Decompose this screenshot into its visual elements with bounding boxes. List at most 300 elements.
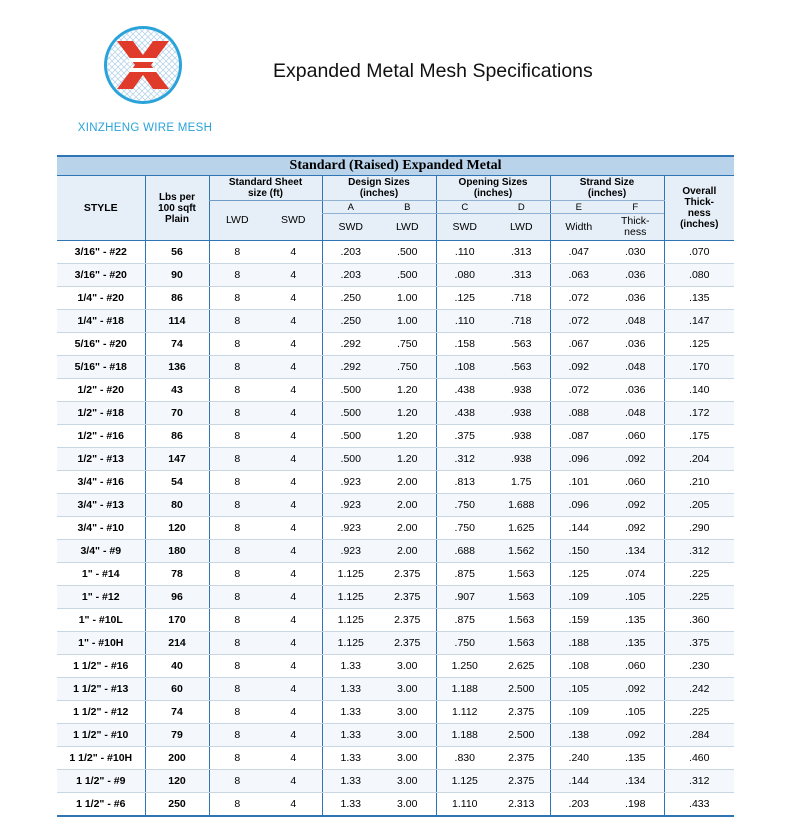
cell-design-lwd: 2.375 <box>379 609 436 632</box>
cell-opening-lwd: 1.563 <box>493 586 550 609</box>
cell-design-swd: 1.33 <box>322 770 379 793</box>
cell-opening-swd: .813 <box>436 471 493 494</box>
table-row <box>57 517 734 540</box>
cell-style: 1/2" - #18 <box>57 402 145 425</box>
cell-opening-lwd: 2.375 <box>493 770 550 793</box>
cell-strand-thickness: .060 <box>607 471 664 494</box>
cell-sheet-swd: 4 <box>265 402 322 425</box>
cell-strand-width: .072 <box>550 379 607 402</box>
cell-sheet-swd: 4 <box>265 724 322 747</box>
cell-strand-thickness: .048 <box>607 310 664 333</box>
header-letter-e: E <box>550 201 607 214</box>
cell-design-swd: .923 <box>322 540 379 563</box>
cell-design-swd: .500 <box>322 402 379 425</box>
header-letter-c: C <box>436 201 493 214</box>
cell-opening-swd: 1.188 <box>436 724 493 747</box>
cell-opening-lwd: 1.562 <box>493 540 550 563</box>
cell-overall-thickness: .175 <box>664 425 734 448</box>
cell-strand-thickness: .105 <box>607 701 664 724</box>
cell-design-lwd: 1.00 <box>379 287 436 310</box>
cell-design-swd: .292 <box>322 356 379 379</box>
cell-style: 1" - #14 <box>57 563 145 586</box>
cell-sheet-swd: 4 <box>265 333 322 356</box>
cell-opening-swd: .158 <box>436 333 493 356</box>
cell-opening-lwd: .718 <box>493 287 550 310</box>
cell-opening-swd: .875 <box>436 609 493 632</box>
cell-opening-swd: .080 <box>436 264 493 287</box>
cell-lbs-per-100sqft: 147 <box>145 448 209 471</box>
cell-overall-thickness: .433 <box>664 793 734 817</box>
cell-strand-width: .096 <box>550 494 607 517</box>
cell-overall-thickness: .312 <box>664 540 734 563</box>
table-row <box>57 494 734 517</box>
cell-lbs-per-100sqft: 78 <box>145 563 209 586</box>
cell-sheet-swd: 4 <box>265 586 322 609</box>
cell-opening-lwd: 1.563 <box>493 632 550 655</box>
cell-lbs-per-100sqft: 180 <box>145 540 209 563</box>
cell-design-swd: .923 <box>322 494 379 517</box>
cell-sheet-lwd: 8 <box>209 333 265 356</box>
cell-opening-lwd: 1.625 <box>493 517 550 540</box>
cell-design-lwd: 1.00 <box>379 310 436 333</box>
cell-design-swd: .203 <box>322 241 379 264</box>
cell-sheet-swd: 4 <box>265 448 322 471</box>
cell-strand-width: .144 <box>550 770 607 793</box>
cell-design-lwd: .750 <box>379 333 436 356</box>
cell-lbs-per-100sqft: 56 <box>145 241 209 264</box>
cell-opening-swd: 1.188 <box>436 678 493 701</box>
cell-sheet-lwd: 8 <box>209 793 265 817</box>
cell-style: 3/16" - #20 <box>57 264 145 287</box>
cell-design-lwd: 1.20 <box>379 448 436 471</box>
cell-lbs-per-100sqft: 60 <box>145 678 209 701</box>
cell-style: 1/2" - #13 <box>57 448 145 471</box>
table-row <box>57 701 734 724</box>
cell-strand-thickness: .048 <box>607 402 664 425</box>
table-row <box>57 425 734 448</box>
cell-sheet-swd: 4 <box>265 471 322 494</box>
cell-sheet-lwd: 8 <box>209 310 265 333</box>
cell-design-swd: 1.125 <box>322 563 379 586</box>
cell-lbs-per-100sqft: 90 <box>145 264 209 287</box>
cell-lbs-per-100sqft: 74 <box>145 701 209 724</box>
cell-opening-swd: .125 <box>436 287 493 310</box>
cell-opening-lwd: 1.563 <box>493 609 550 632</box>
cell-design-lwd: 2.00 <box>379 471 436 494</box>
cell-lbs-per-100sqft: 214 <box>145 632 209 655</box>
cell-sheet-lwd: 8 <box>209 724 265 747</box>
cell-sheet-swd: 4 <box>265 356 322 379</box>
cell-strand-thickness: .198 <box>607 793 664 817</box>
cell-strand-width: .072 <box>550 287 607 310</box>
cell-sheet-swd: 4 <box>265 563 322 586</box>
cell-opening-swd: .750 <box>436 517 493 540</box>
cell-strand-width: .159 <box>550 609 607 632</box>
cell-style: 5/16" - #18 <box>57 356 145 379</box>
cell-design-lwd: 2.375 <box>379 563 436 586</box>
cell-strand-thickness: .036 <box>607 333 664 356</box>
cell-opening-swd: .110 <box>436 241 493 264</box>
cell-overall-thickness: .360 <box>664 609 734 632</box>
cell-design-swd: 1.125 <box>322 586 379 609</box>
cell-style: 1 1/2" - #6 <box>57 793 145 817</box>
cell-opening-swd: .830 <box>436 747 493 770</box>
cell-overall-thickness: .225 <box>664 701 734 724</box>
cell-design-lwd: .500 <box>379 264 436 287</box>
cell-opening-lwd: .313 <box>493 241 550 264</box>
table-row <box>57 333 734 356</box>
cell-lbs-per-100sqft: 80 <box>145 494 209 517</box>
cell-sheet-lwd: 8 <box>209 287 265 310</box>
page-title: Expanded Metal Mesh Specifications <box>273 60 593 82</box>
cell-strand-width: .150 <box>550 540 607 563</box>
header-strand-thickness: Thick- ness <box>607 214 664 241</box>
header-open-swd: SWD <box>436 214 493 241</box>
cell-overall-thickness: .225 <box>664 586 734 609</box>
cell-overall-thickness: .225 <box>664 563 734 586</box>
cell-style: 3/4" - #13 <box>57 494 145 517</box>
table-row <box>57 724 734 747</box>
cell-strand-thickness: .030 <box>607 241 664 264</box>
cell-sheet-lwd: 8 <box>209 425 265 448</box>
cell-design-swd: 1.33 <box>322 747 379 770</box>
cell-design-swd: .250 <box>322 287 379 310</box>
table-row <box>57 379 734 402</box>
cell-overall-thickness: .210 <box>664 471 734 494</box>
cell-strand-width: .096 <box>550 448 607 471</box>
cell-style: 1/2" - #16 <box>57 425 145 448</box>
table-row <box>57 747 734 770</box>
header-design-sizes: Design Sizes (inches) <box>322 176 436 201</box>
cell-design-swd: 1.33 <box>322 701 379 724</box>
cell-lbs-per-100sqft: 200 <box>145 747 209 770</box>
cell-opening-lwd: 2.500 <box>493 678 550 701</box>
cell-design-swd: .250 <box>322 310 379 333</box>
table-row <box>57 655 734 678</box>
cell-sheet-swd: 4 <box>265 632 322 655</box>
cell-overall-thickness: .284 <box>664 724 734 747</box>
cell-sheet-lwd: 8 <box>209 609 265 632</box>
cell-overall-thickness: .170 <box>664 356 734 379</box>
table-row <box>57 264 734 287</box>
cell-opening-lwd: .313 <box>493 264 550 287</box>
cell-strand-thickness: .060 <box>607 655 664 678</box>
header-sheet-lwd: LWD <box>209 201 265 241</box>
cell-sheet-lwd: 8 <box>209 655 265 678</box>
cell-strand-thickness: .134 <box>607 770 664 793</box>
cell-strand-width: .101 <box>550 471 607 494</box>
header-opening-sizes: Opening Sizes (inches) <box>436 176 550 201</box>
header-strand-width: Width <box>550 214 607 241</box>
header-style: STYLE <box>57 176 145 241</box>
cell-style: 3/4" - #9 <box>57 540 145 563</box>
company-logo <box>103 25 183 105</box>
header-sheet-swd: SWD <box>265 201 322 241</box>
cell-sheet-swd: 4 <box>265 517 322 540</box>
cell-lbs-per-100sqft: 40 <box>145 655 209 678</box>
cell-opening-swd: .438 <box>436 402 493 425</box>
cell-strand-width: .108 <box>550 655 607 678</box>
cell-style: 1 1/2" - #10H <box>57 747 145 770</box>
cell-opening-lwd: .938 <box>493 425 550 448</box>
cell-opening-lwd: 2.625 <box>493 655 550 678</box>
cell-overall-thickness: .135 <box>664 287 734 310</box>
cell-style: 1/4" - #20 <box>57 287 145 310</box>
cell-sheet-swd: 4 <box>265 770 322 793</box>
cell-overall-thickness: .204 <box>664 448 734 471</box>
cell-sheet-lwd: 8 <box>209 494 265 517</box>
header-standard-sheet: Standard Sheet size (ft) <box>209 176 322 201</box>
cell-style: 1 1/2" - #9 <box>57 770 145 793</box>
cell-sheet-lwd: 8 <box>209 678 265 701</box>
spec-table <box>57 155 734 817</box>
cell-opening-swd: .375 <box>436 425 493 448</box>
table-row <box>57 287 734 310</box>
cell-style: 1 1/2" - #13 <box>57 678 145 701</box>
cell-sheet-swd: 4 <box>265 609 322 632</box>
table-row <box>57 609 734 632</box>
table-row <box>57 310 734 333</box>
cell-sheet-swd: 4 <box>265 540 322 563</box>
cell-strand-width: .067 <box>550 333 607 356</box>
cell-sheet-swd: 4 <box>265 747 322 770</box>
cell-strand-width: .240 <box>550 747 607 770</box>
cell-design-lwd: 1.20 <box>379 425 436 448</box>
cell-strand-width: .072 <box>550 310 607 333</box>
cell-design-swd: 1.33 <box>322 655 379 678</box>
cell-sheet-lwd: 8 <box>209 264 265 287</box>
cell-strand-width: .188 <box>550 632 607 655</box>
cell-lbs-per-100sqft: 74 <box>145 333 209 356</box>
cell-style: 1 1/2" - #12 <box>57 701 145 724</box>
cell-opening-lwd: 2.375 <box>493 747 550 770</box>
cell-sheet-lwd: 8 <box>209 379 265 402</box>
cell-sheet-lwd: 8 <box>209 471 265 494</box>
header-open-lwd: LWD <box>493 214 550 241</box>
cell-sheet-swd: 4 <box>265 425 322 448</box>
cell-sheet-lwd: 8 <box>209 517 265 540</box>
cell-lbs-per-100sqft: 86 <box>145 425 209 448</box>
cell-strand-width: .144 <box>550 517 607 540</box>
cell-design-lwd: .500 <box>379 241 436 264</box>
cell-design-swd: .203 <box>322 264 379 287</box>
cell-opening-lwd: .563 <box>493 356 550 379</box>
cell-opening-lwd: 1.75 <box>493 471 550 494</box>
cell-strand-width: .109 <box>550 701 607 724</box>
cell-design-swd: 1.125 <box>322 609 379 632</box>
cell-overall-thickness: .147 <box>664 310 734 333</box>
header-lbs: Lbs per 100 sqft Plain <box>145 176 209 241</box>
cell-sheet-lwd: 8 <box>209 241 265 264</box>
cell-overall-thickness: .312 <box>664 770 734 793</box>
cell-strand-width: .047 <box>550 241 607 264</box>
cell-style: 1 1/2" - #10 <box>57 724 145 747</box>
cell-lbs-per-100sqft: 43 <box>145 379 209 402</box>
cell-opening-swd: 1.110 <box>436 793 493 817</box>
cell-strand-width: .063 <box>550 264 607 287</box>
cell-lbs-per-100sqft: 70 <box>145 402 209 425</box>
cell-strand-thickness: .074 <box>607 563 664 586</box>
cell-style: 5/16" - #20 <box>57 333 145 356</box>
table-row <box>57 793 734 817</box>
cell-lbs-per-100sqft: 170 <box>145 609 209 632</box>
cell-design-swd: .500 <box>322 425 379 448</box>
table-row <box>57 402 734 425</box>
table-row <box>57 356 734 379</box>
cell-opening-swd: .750 <box>436 632 493 655</box>
cell-design-lwd: .750 <box>379 356 436 379</box>
cell-style: 1 1/2" - #16 <box>57 655 145 678</box>
table-row <box>57 540 734 563</box>
cell-lbs-per-100sqft: 120 <box>145 770 209 793</box>
header-letter-d: D <box>493 201 550 214</box>
cell-overall-thickness: .230 <box>664 655 734 678</box>
cell-opening-swd: 1.112 <box>436 701 493 724</box>
cell-design-swd: .292 <box>322 333 379 356</box>
cell-design-swd: 1.125 <box>322 632 379 655</box>
table-row <box>57 241 734 264</box>
cell-design-lwd: 2.00 <box>379 517 436 540</box>
cell-design-lwd: 2.00 <box>379 540 436 563</box>
cell-strand-width: .203 <box>550 793 607 817</box>
cell-design-lwd: 1.20 <box>379 402 436 425</box>
cell-strand-width: .087 <box>550 425 607 448</box>
cell-style: 1/2" - #20 <box>57 379 145 402</box>
cell-opening-swd: 1.125 <box>436 770 493 793</box>
cell-opening-lwd: .938 <box>493 379 550 402</box>
spec-table-body <box>57 241 734 817</box>
table-row <box>57 770 734 793</box>
cell-style: 1" - #12 <box>57 586 145 609</box>
cell-opening-swd: .875 <box>436 563 493 586</box>
cell-opening-lwd: 2.313 <box>493 793 550 817</box>
cell-strand-thickness: .092 <box>607 724 664 747</box>
brand-name: XINZHENG WIRE MESH <box>77 122 213 134</box>
cell-strand-width: .138 <box>550 724 607 747</box>
cell-design-lwd: 3.00 <box>379 701 436 724</box>
cell-design-swd: 1.33 <box>322 678 379 701</box>
cell-opening-lwd: 1.688 <box>493 494 550 517</box>
cell-lbs-per-100sqft: 114 <box>145 310 209 333</box>
cell-sheet-lwd: 8 <box>209 701 265 724</box>
cell-opening-lwd: .938 <box>493 448 550 471</box>
cell-sheet-swd: 4 <box>265 701 322 724</box>
cell-overall-thickness: .140 <box>664 379 734 402</box>
cell-design-swd: .500 <box>322 379 379 402</box>
cell-opening-lwd: .718 <box>493 310 550 333</box>
table-row <box>57 678 734 701</box>
cell-design-lwd: 2.375 <box>379 586 436 609</box>
cell-overall-thickness: .172 <box>664 402 734 425</box>
cell-strand-width: .088 <box>550 402 607 425</box>
header-letter-a: A <box>322 201 379 214</box>
cell-strand-thickness: .092 <box>607 494 664 517</box>
cell-overall-thickness: .460 <box>664 747 734 770</box>
cell-lbs-per-100sqft: 120 <box>145 517 209 540</box>
cell-opening-swd: .907 <box>436 586 493 609</box>
cell-strand-width: .105 <box>550 678 607 701</box>
cell-style: 1/4" - #18 <box>57 310 145 333</box>
cell-strand-thickness: .092 <box>607 448 664 471</box>
cell-sheet-swd: 4 <box>265 310 322 333</box>
cell-opening-swd: .438 <box>436 379 493 402</box>
cell-overall-thickness: .080 <box>664 264 734 287</box>
table-title: Standard (Raised) Expanded Metal <box>57 156 734 176</box>
header-design-swd: SWD <box>322 214 379 241</box>
cell-design-swd: .500 <box>322 448 379 471</box>
cell-sheet-swd: 4 <box>265 287 322 310</box>
cell-lbs-per-100sqft: 250 <box>145 793 209 817</box>
cell-sheet-swd: 4 <box>265 678 322 701</box>
cell-sheet-lwd: 8 <box>209 632 265 655</box>
cell-opening-swd: .110 <box>436 310 493 333</box>
cell-style: 3/4" - #10 <box>57 517 145 540</box>
cell-design-swd: .923 <box>322 517 379 540</box>
cell-design-lwd: 3.00 <box>379 678 436 701</box>
cell-lbs-per-100sqft: 54 <box>145 471 209 494</box>
cell-opening-swd: .688 <box>436 540 493 563</box>
cell-sheet-swd: 4 <box>265 264 322 287</box>
cell-overall-thickness: .070 <box>664 241 734 264</box>
cell-design-lwd: 3.00 <box>379 747 436 770</box>
table-row <box>57 563 734 586</box>
cell-opening-swd: .108 <box>436 356 493 379</box>
cell-design-swd: 1.33 <box>322 793 379 817</box>
cell-design-lwd: 3.00 <box>379 793 436 817</box>
cell-strand-thickness: .135 <box>607 747 664 770</box>
cell-sheet-lwd: 8 <box>209 586 265 609</box>
cell-strand-width: .109 <box>550 586 607 609</box>
cell-overall-thickness: .242 <box>664 678 734 701</box>
cell-strand-width: .092 <box>550 356 607 379</box>
cell-strand-thickness: .036 <box>607 379 664 402</box>
cell-opening-lwd: .938 <box>493 402 550 425</box>
cell-sheet-swd: 4 <box>265 494 322 517</box>
cell-strand-thickness: .134 <box>607 540 664 563</box>
cell-style: 3/16" - #22 <box>57 241 145 264</box>
cell-lbs-per-100sqft: 96 <box>145 586 209 609</box>
cell-sheet-swd: 4 <box>265 379 322 402</box>
cell-design-lwd: 1.20 <box>379 379 436 402</box>
cell-style: 1" - #10H <box>57 632 145 655</box>
cell-sheet-swd: 4 <box>265 241 322 264</box>
header-overall-thickness: Overall Thick- ness (inches) <box>664 176 734 241</box>
cell-design-swd: 1.33 <box>322 724 379 747</box>
cell-design-lwd: 2.375 <box>379 632 436 655</box>
cell-strand-thickness: .060 <box>607 425 664 448</box>
cell-sheet-lwd: 8 <box>209 402 265 425</box>
table-row <box>57 586 734 609</box>
table-row <box>57 471 734 494</box>
cell-overall-thickness: .205 <box>664 494 734 517</box>
header-letter-b: B <box>379 201 436 214</box>
cell-sheet-lwd: 8 <box>209 448 265 471</box>
cell-design-lwd: 3.00 <box>379 655 436 678</box>
cell-strand-thickness: .092 <box>607 517 664 540</box>
cell-sheet-lwd: 8 <box>209 563 265 586</box>
cell-opening-swd: .312 <box>436 448 493 471</box>
cell-lbs-per-100sqft: 79 <box>145 724 209 747</box>
cell-style: 3/4" - #16 <box>57 471 145 494</box>
header-strand-size: Strand Size (inches) <box>550 176 664 201</box>
cell-strand-thickness: .105 <box>607 586 664 609</box>
cell-strand-thickness: .092 <box>607 678 664 701</box>
cell-overall-thickness: .290 <box>664 517 734 540</box>
cell-lbs-per-100sqft: 86 <box>145 287 209 310</box>
cell-style: 1" - #10L <box>57 609 145 632</box>
cell-strand-thickness: .135 <box>607 609 664 632</box>
cell-design-swd: .923 <box>322 471 379 494</box>
